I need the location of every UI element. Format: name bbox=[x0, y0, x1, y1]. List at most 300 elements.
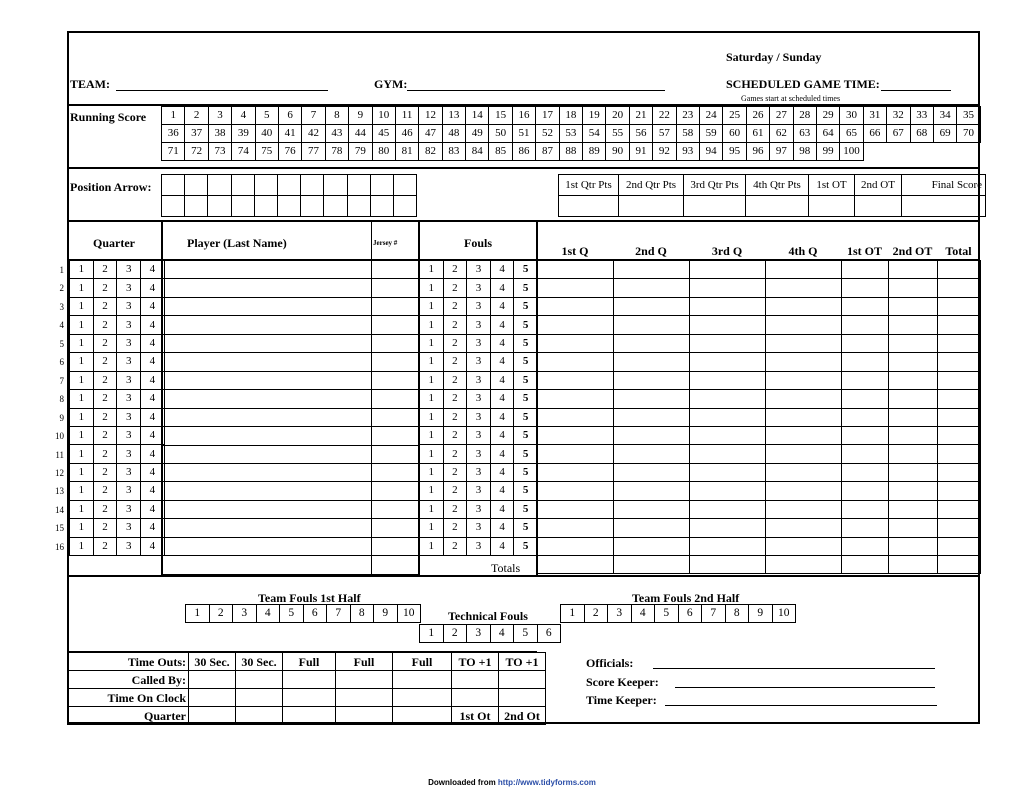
time-keeper-field[interactable] bbox=[665, 705, 937, 706]
running-score-cell[interactable]: 4 bbox=[232, 107, 255, 125]
period-points-cell[interactable] bbox=[938, 408, 981, 426]
quarter-mark[interactable]: 2 bbox=[93, 537, 117, 555]
foul-mark[interactable]: 1 bbox=[420, 408, 444, 426]
running-score-cell[interactable]: 33 bbox=[910, 107, 933, 125]
period-points-cell[interactable] bbox=[889, 334, 938, 352]
foul-mark[interactable]: 2 bbox=[443, 334, 467, 352]
foul-mark[interactable]: 2 bbox=[443, 261, 467, 279]
running-score-cell[interactable]: 37 bbox=[185, 125, 208, 143]
quarter-mark[interactable]: 4 bbox=[141, 371, 165, 389]
quarter-mark[interactable]: 4 bbox=[141, 261, 165, 279]
period-points-cell[interactable] bbox=[766, 390, 842, 408]
running-score-cell[interactable]: 23 bbox=[676, 107, 699, 125]
running-score-cell[interactable]: 82 bbox=[419, 143, 442, 161]
foul-mark[interactable]: 1 bbox=[420, 537, 444, 555]
quarter-mark[interactable]: 2 bbox=[93, 316, 117, 334]
running-score-cell[interactable]: 57 bbox=[653, 125, 676, 143]
running-score-cell[interactable]: 70 bbox=[957, 125, 980, 143]
team-foul-mark[interactable]: 7 bbox=[327, 605, 351, 623]
period-points-cell[interactable] bbox=[938, 482, 981, 500]
team-foul-mark[interactable]: 2 bbox=[584, 605, 608, 623]
period-points-cell[interactable] bbox=[889, 353, 938, 371]
period-points-cell[interactable] bbox=[938, 390, 981, 408]
foul-mark[interactable]: 4 bbox=[490, 261, 514, 279]
period-points-cell[interactable] bbox=[614, 445, 690, 463]
foul-mark[interactable]: 2 bbox=[443, 463, 467, 481]
period-points-cell[interactable] bbox=[842, 463, 889, 481]
running-score-cell[interactable]: 74 bbox=[232, 143, 255, 161]
period-points-cell[interactable] bbox=[690, 426, 766, 444]
quarter-points-value-cell[interactable] bbox=[855, 196, 902, 217]
period-points-cell[interactable] bbox=[766, 463, 842, 481]
period-points-cell[interactable] bbox=[842, 482, 889, 500]
foul-mark[interactable]: 3 bbox=[467, 426, 491, 444]
timeout-cell[interactable] bbox=[336, 689, 393, 707]
foul-mark[interactable]: 3 bbox=[467, 537, 491, 555]
quarter-mark[interactable]: 4 bbox=[141, 482, 165, 500]
period-points-cell[interactable] bbox=[614, 353, 690, 371]
quarter-mark[interactable]: 3 bbox=[117, 390, 141, 408]
running-score-cell[interactable]: 31 bbox=[863, 107, 886, 125]
running-score-cell[interactable]: 21 bbox=[629, 107, 652, 125]
period-points-cell[interactable] bbox=[614, 463, 690, 481]
period-points-cell[interactable] bbox=[766, 371, 842, 389]
quarter-mark[interactable]: 1 bbox=[70, 537, 94, 555]
running-score-cell[interactable]: 24 bbox=[699, 107, 722, 125]
period-points-cell[interactable] bbox=[690, 408, 766, 426]
game-time-field[interactable] bbox=[881, 90, 951, 91]
foul-mark[interactable]: 4 bbox=[490, 537, 514, 555]
period-points-cell[interactable] bbox=[690, 463, 766, 481]
running-score-cell[interactable]: 63 bbox=[793, 125, 816, 143]
period-points-cell[interactable] bbox=[938, 316, 981, 334]
team-foul-mark[interactable]: 8 bbox=[350, 605, 374, 623]
period-points-cell[interactable] bbox=[938, 519, 981, 537]
period-points-cell[interactable] bbox=[889, 537, 938, 555]
period-points-cell[interactable] bbox=[889, 556, 938, 574]
timeout-cell[interactable] bbox=[236, 707, 283, 725]
running-score-cell[interactable]: 98 bbox=[793, 143, 816, 161]
quarter-mark[interactable]: 1 bbox=[70, 408, 94, 426]
running-score-cell[interactable]: 65 bbox=[840, 125, 863, 143]
running-score-cell[interactable]: 78 bbox=[325, 143, 348, 161]
running-score-cell[interactable]: 6 bbox=[278, 107, 301, 125]
quarter-mark[interactable]: 1 bbox=[70, 371, 94, 389]
foul-mark[interactable]: 5 bbox=[514, 463, 538, 481]
position-arrow-cell[interactable] bbox=[347, 175, 370, 196]
foul-mark[interactable]: 2 bbox=[443, 537, 467, 555]
position-arrow-cell[interactable] bbox=[370, 196, 393, 217]
foul-mark[interactable]: 2 bbox=[443, 482, 467, 500]
running-score-cell[interactable]: 53 bbox=[559, 125, 582, 143]
team-foul-mark[interactable]: 4 bbox=[490, 625, 514, 643]
team-foul-mark[interactable]: 1 bbox=[420, 625, 444, 643]
running-score-cell[interactable]: 58 bbox=[676, 125, 699, 143]
foul-mark[interactable]: 5 bbox=[514, 537, 538, 555]
timeout-cell[interactable] bbox=[393, 671, 452, 689]
running-score-cell[interactable]: 75 bbox=[255, 143, 278, 161]
position-arrow-cell[interactable] bbox=[254, 175, 277, 196]
foul-mark[interactable]: 5 bbox=[514, 445, 538, 463]
running-score-cell[interactable]: 56 bbox=[629, 125, 652, 143]
period-points-cell[interactable] bbox=[842, 353, 889, 371]
foul-mark[interactable]: 2 bbox=[443, 390, 467, 408]
quarter-mark[interactable]: 4 bbox=[141, 519, 165, 537]
running-score-cell[interactable]: 13 bbox=[442, 107, 465, 125]
foul-mark[interactable]: 4 bbox=[490, 408, 514, 426]
timeout-cell[interactable] bbox=[499, 689, 546, 707]
foul-mark[interactable]: 5 bbox=[514, 261, 538, 279]
running-score-cell[interactable]: 77 bbox=[302, 143, 325, 161]
foul-mark[interactable]: 1 bbox=[420, 353, 444, 371]
quarter-mark[interactable]: 3 bbox=[117, 261, 141, 279]
period-points-cell[interactable] bbox=[842, 408, 889, 426]
quarter-mark[interactable]: 2 bbox=[93, 463, 117, 481]
running-score-cell[interactable]: 84 bbox=[466, 143, 489, 161]
foul-mark[interactable]: 3 bbox=[467, 261, 491, 279]
foul-mark[interactable]: 5 bbox=[514, 482, 538, 500]
period-points-cell[interactable] bbox=[889, 371, 938, 389]
period-points-cell[interactable] bbox=[766, 556, 842, 574]
foul-mark[interactable]: 3 bbox=[467, 334, 491, 352]
running-score-cell[interactable]: 85 bbox=[489, 143, 512, 161]
position-arrow-cell[interactable] bbox=[162, 175, 185, 196]
position-arrow-cell[interactable] bbox=[231, 196, 254, 217]
foul-mark[interactable]: 5 bbox=[514, 279, 538, 297]
period-points-cell[interactable] bbox=[614, 519, 690, 537]
running-score-cell[interactable]: 10 bbox=[372, 107, 395, 125]
period-points-cell[interactable] bbox=[766, 408, 842, 426]
running-score-cell[interactable]: 54 bbox=[583, 125, 606, 143]
quarter-mark[interactable]: 2 bbox=[93, 353, 117, 371]
period-points-cell[interactable] bbox=[690, 316, 766, 334]
foul-mark[interactable]: 1 bbox=[420, 279, 444, 297]
foul-mark[interactable]: 3 bbox=[467, 445, 491, 463]
period-points-cell[interactable] bbox=[842, 390, 889, 408]
team-foul-mark[interactable]: 10 bbox=[397, 605, 421, 623]
quarter-mark[interactable]: 2 bbox=[93, 426, 117, 444]
running-score-cell[interactable]: 51 bbox=[512, 125, 535, 143]
period-points-cell[interactable] bbox=[842, 371, 889, 389]
period-points-cell[interactable] bbox=[614, 334, 690, 352]
period-points-cell[interactable] bbox=[938, 500, 981, 518]
period-points-cell[interactable] bbox=[938, 463, 981, 481]
foul-mark[interactable]: 1 bbox=[420, 482, 444, 500]
timeout-cell[interactable] bbox=[499, 671, 546, 689]
period-points-cell[interactable] bbox=[938, 371, 981, 389]
period-points-cell[interactable] bbox=[842, 556, 889, 574]
period-points-cell[interactable] bbox=[889, 445, 938, 463]
timeout-cell[interactable]: 2nd Ot bbox=[499, 707, 546, 725]
quarter-mark[interactable]: 3 bbox=[117, 297, 141, 315]
quarter-mark[interactable]: 4 bbox=[141, 353, 165, 371]
period-points-cell[interactable] bbox=[938, 537, 981, 555]
quarter-mark[interactable]: 2 bbox=[93, 390, 117, 408]
period-points-cell[interactable] bbox=[842, 297, 889, 315]
period-points-cell[interactable] bbox=[690, 353, 766, 371]
foul-mark[interactable]: 5 bbox=[514, 297, 538, 315]
period-points-cell[interactable] bbox=[690, 519, 766, 537]
period-points-cell[interactable] bbox=[538, 537, 614, 555]
period-points-cell[interactable] bbox=[538, 519, 614, 537]
foul-mark[interactable]: 2 bbox=[443, 500, 467, 518]
foul-mark[interactable]: 1 bbox=[420, 297, 444, 315]
quarter-mark[interactable]: 3 bbox=[117, 353, 141, 371]
team-foul-mark[interactable]: 7 bbox=[702, 605, 726, 623]
timeout-cell[interactable] bbox=[336, 671, 393, 689]
quarter-mark[interactable]: 1 bbox=[70, 482, 94, 500]
quarter-mark[interactable]: 1 bbox=[70, 445, 94, 463]
running-score-cell[interactable]: 29 bbox=[816, 107, 839, 125]
running-score-cell[interactable]: 93 bbox=[676, 143, 699, 161]
running-score-cell[interactable]: 71 bbox=[162, 143, 185, 161]
running-score-cell[interactable]: 28 bbox=[793, 107, 816, 125]
timeout-cell[interactable] bbox=[393, 707, 452, 725]
running-score-cell[interactable]: 35 bbox=[957, 107, 980, 125]
quarter-mark[interactable]: 1 bbox=[70, 519, 94, 537]
foul-mark[interactable]: 5 bbox=[514, 334, 538, 352]
position-arrow-cell[interactable] bbox=[208, 196, 231, 217]
running-score-cell[interactable]: 16 bbox=[512, 107, 535, 125]
running-score-cell[interactable]: 19 bbox=[583, 107, 606, 125]
running-score-cell[interactable]: 81 bbox=[395, 143, 418, 161]
quarter-mark[interactable]: 4 bbox=[141, 500, 165, 518]
foul-mark[interactable]: 3 bbox=[467, 371, 491, 389]
position-arrow-cell[interactable] bbox=[324, 196, 347, 217]
position-arrow-cell[interactable] bbox=[185, 175, 208, 196]
quarter-mark[interactable]: 2 bbox=[93, 500, 117, 518]
period-points-cell[interactable] bbox=[690, 482, 766, 500]
foul-mark[interactable]: 4 bbox=[490, 390, 514, 408]
foul-mark[interactable]: 3 bbox=[467, 519, 491, 537]
timeout-cell[interactable] bbox=[189, 671, 236, 689]
period-points-cell[interactable] bbox=[538, 371, 614, 389]
period-points-cell[interactable] bbox=[690, 297, 766, 315]
period-points-cell[interactable] bbox=[889, 463, 938, 481]
running-score-cell[interactable]: 55 bbox=[606, 125, 629, 143]
period-points-cell[interactable] bbox=[766, 500, 842, 518]
foul-mark[interactable]: 4 bbox=[490, 445, 514, 463]
running-score-cell[interactable]: 90 bbox=[606, 143, 629, 161]
running-score-cell[interactable]: 12 bbox=[419, 107, 442, 125]
quarter-mark[interactable]: 1 bbox=[70, 334, 94, 352]
running-score-cell[interactable]: 34 bbox=[933, 107, 956, 125]
team-foul-mark[interactable]: 4 bbox=[256, 605, 280, 623]
running-score-cell[interactable]: 61 bbox=[746, 125, 769, 143]
footer-link[interactable]: http://www.tidyforms.com bbox=[497, 778, 596, 787]
quarter-points-value-cell[interactable] bbox=[619, 196, 684, 217]
timeout-cell[interactable] bbox=[189, 707, 236, 725]
period-points-cell[interactable] bbox=[614, 316, 690, 334]
foul-mark[interactable]: 3 bbox=[467, 482, 491, 500]
quarter-mark[interactable]: 2 bbox=[93, 334, 117, 352]
period-points-cell[interactable] bbox=[614, 408, 690, 426]
foul-mark[interactable]: 3 bbox=[467, 353, 491, 371]
running-score-cell[interactable]: 94 bbox=[699, 143, 722, 161]
quarter-mark[interactable]: 3 bbox=[117, 537, 141, 555]
period-points-cell[interactable] bbox=[938, 556, 981, 574]
running-score-cell[interactable]: 50 bbox=[489, 125, 512, 143]
quarter-mark[interactable]: 2 bbox=[93, 445, 117, 463]
period-points-cell[interactable] bbox=[889, 519, 938, 537]
quarter-mark[interactable]: 3 bbox=[117, 334, 141, 352]
foul-mark[interactable]: 5 bbox=[514, 500, 538, 518]
period-points-cell[interactable] bbox=[938, 297, 981, 315]
running-score-cell[interactable]: 62 bbox=[770, 125, 793, 143]
period-points-cell[interactable] bbox=[889, 261, 938, 279]
running-score-cell[interactable]: 46 bbox=[395, 125, 418, 143]
period-points-cell[interactable] bbox=[766, 482, 842, 500]
period-points-cell[interactable] bbox=[938, 334, 981, 352]
foul-mark[interactable]: 2 bbox=[443, 445, 467, 463]
quarter-mark[interactable]: 1 bbox=[70, 297, 94, 315]
period-points-cell[interactable] bbox=[538, 408, 614, 426]
running-score-cell[interactable]: 18 bbox=[559, 107, 582, 125]
officials-field[interactable] bbox=[653, 668, 935, 669]
team-foul-mark[interactable]: 1 bbox=[561, 605, 585, 623]
quarter-mark[interactable]: 4 bbox=[141, 463, 165, 481]
foul-mark[interactable]: 5 bbox=[514, 408, 538, 426]
position-arrow-cell[interactable] bbox=[162, 196, 185, 217]
period-points-cell[interactable] bbox=[614, 279, 690, 297]
timeout-cell[interactable] bbox=[236, 689, 283, 707]
quarter-mark[interactable]: 1 bbox=[70, 353, 94, 371]
quarter-mark[interactable]: 3 bbox=[117, 279, 141, 297]
timeout-cell[interactable] bbox=[189, 689, 236, 707]
team-foul-mark[interactable]: 2 bbox=[443, 625, 467, 643]
quarter-mark[interactable]: 1 bbox=[70, 316, 94, 334]
foul-mark[interactable]: 2 bbox=[443, 279, 467, 297]
period-points-cell[interactable] bbox=[538, 279, 614, 297]
running-score-cell[interactable]: 8 bbox=[325, 107, 348, 125]
quarter-points-value-cell[interactable] bbox=[809, 196, 855, 217]
period-points-cell[interactable] bbox=[690, 279, 766, 297]
quarter-mark[interactable]: 1 bbox=[70, 261, 94, 279]
foul-mark[interactable]: 3 bbox=[467, 316, 491, 334]
running-score-cell[interactable]: 68 bbox=[910, 125, 933, 143]
period-points-cell[interactable] bbox=[538, 334, 614, 352]
position-arrow-cell[interactable] bbox=[370, 175, 393, 196]
foul-mark[interactable]: 2 bbox=[443, 426, 467, 444]
foul-mark[interactable]: 1 bbox=[420, 261, 444, 279]
quarter-mark[interactable]: 4 bbox=[141, 297, 165, 315]
running-score-cell[interactable]: 30 bbox=[840, 107, 863, 125]
period-points-cell[interactable] bbox=[690, 261, 766, 279]
running-score-cell[interactable]: 48 bbox=[442, 125, 465, 143]
team-foul-mark[interactable]: 5 bbox=[655, 605, 679, 623]
running-score-cell[interactable]: 87 bbox=[536, 143, 559, 161]
quarter-mark[interactable]: 2 bbox=[93, 408, 117, 426]
score-keeper-field[interactable] bbox=[675, 687, 935, 688]
position-arrow-cell[interactable] bbox=[231, 175, 254, 196]
period-points-cell[interactable] bbox=[690, 556, 766, 574]
quarter-mark[interactable]: 3 bbox=[117, 371, 141, 389]
running-score-cell[interactable]: 96 bbox=[746, 143, 769, 161]
quarter-mark[interactable]: 2 bbox=[93, 519, 117, 537]
gym-field[interactable] bbox=[407, 90, 665, 91]
period-points-cell[interactable] bbox=[690, 371, 766, 389]
foul-mark[interactable]: 1 bbox=[420, 445, 444, 463]
period-points-cell[interactable] bbox=[842, 519, 889, 537]
period-points-cell[interactable] bbox=[614, 426, 690, 444]
quarter-mark[interactable]: 3 bbox=[117, 445, 141, 463]
period-points-cell[interactable] bbox=[538, 463, 614, 481]
foul-mark[interactable]: 4 bbox=[490, 482, 514, 500]
running-score-cell[interactable]: 3 bbox=[208, 107, 231, 125]
quarter-mark[interactable]: 1 bbox=[70, 500, 94, 518]
period-points-cell[interactable] bbox=[938, 445, 981, 463]
period-points-cell[interactable] bbox=[690, 334, 766, 352]
team-foul-mark[interactable]: 2 bbox=[209, 605, 233, 623]
quarter-points-value-cell[interactable] bbox=[746, 196, 809, 217]
running-score-cell[interactable]: 26 bbox=[746, 107, 769, 125]
quarter-mark[interactable]: 3 bbox=[117, 482, 141, 500]
position-arrow-cell[interactable] bbox=[277, 196, 300, 217]
position-arrow-cell[interactable] bbox=[393, 175, 416, 196]
foul-mark[interactable]: 3 bbox=[467, 297, 491, 315]
period-points-cell[interactable] bbox=[766, 297, 842, 315]
foul-mark[interactable]: 4 bbox=[490, 334, 514, 352]
running-score-cell[interactable]: 32 bbox=[887, 107, 910, 125]
running-score-cell[interactable]: 91 bbox=[629, 143, 652, 161]
quarter-mark[interactable]: 3 bbox=[117, 463, 141, 481]
team-foul-mark[interactable]: 10 bbox=[772, 605, 796, 623]
running-score-cell[interactable]: 60 bbox=[723, 125, 746, 143]
foul-mark[interactable]: 4 bbox=[490, 500, 514, 518]
running-score-cell[interactable]: 11 bbox=[395, 107, 418, 125]
timeout-cell[interactable] bbox=[452, 671, 499, 689]
foul-mark[interactable]: 1 bbox=[420, 334, 444, 352]
quarter-mark[interactable]: 2 bbox=[93, 482, 117, 500]
period-points-cell[interactable] bbox=[614, 537, 690, 555]
running-score-cell[interactable]: 7 bbox=[302, 107, 325, 125]
foul-mark[interactable]: 4 bbox=[490, 426, 514, 444]
quarter-mark[interactable]: 3 bbox=[117, 316, 141, 334]
running-score-cell[interactable]: 22 bbox=[653, 107, 676, 125]
foul-mark[interactable]: 4 bbox=[490, 279, 514, 297]
timeout-cell[interactable] bbox=[283, 671, 336, 689]
foul-mark[interactable]: 4 bbox=[490, 316, 514, 334]
team-foul-mark[interactable]: 3 bbox=[233, 605, 257, 623]
foul-mark[interactable]: 5 bbox=[514, 371, 538, 389]
quarter-mark[interactable]: 1 bbox=[70, 279, 94, 297]
running-score-cell[interactable]: 64 bbox=[816, 125, 839, 143]
period-points-cell[interactable] bbox=[538, 390, 614, 408]
period-points-cell[interactable] bbox=[690, 390, 766, 408]
foul-mark[interactable]: 3 bbox=[467, 408, 491, 426]
quarter-mark[interactable]: 4 bbox=[141, 390, 165, 408]
running-score-cell[interactable]: 67 bbox=[887, 125, 910, 143]
period-points-cell[interactable] bbox=[538, 482, 614, 500]
period-points-cell[interactable] bbox=[889, 390, 938, 408]
running-score-cell[interactable]: 38 bbox=[208, 125, 231, 143]
position-arrow-cell[interactable] bbox=[393, 196, 416, 217]
running-score-cell[interactable]: 52 bbox=[536, 125, 559, 143]
period-points-cell[interactable] bbox=[842, 334, 889, 352]
running-score-cell[interactable]: 17 bbox=[536, 107, 559, 125]
running-score-cell[interactable]: 99 bbox=[816, 143, 839, 161]
team-field[interactable] bbox=[116, 90, 328, 91]
position-arrow-cell[interactable] bbox=[277, 175, 300, 196]
running-score-cell[interactable]: 49 bbox=[466, 125, 489, 143]
period-points-cell[interactable] bbox=[538, 500, 614, 518]
foul-mark[interactable]: 3 bbox=[467, 390, 491, 408]
quarter-mark[interactable]: 1 bbox=[70, 463, 94, 481]
period-points-cell[interactable] bbox=[938, 353, 981, 371]
timeout-cell[interactable] bbox=[283, 689, 336, 707]
period-points-cell[interactable] bbox=[889, 297, 938, 315]
quarter-points-value-cell[interactable] bbox=[684, 196, 746, 217]
